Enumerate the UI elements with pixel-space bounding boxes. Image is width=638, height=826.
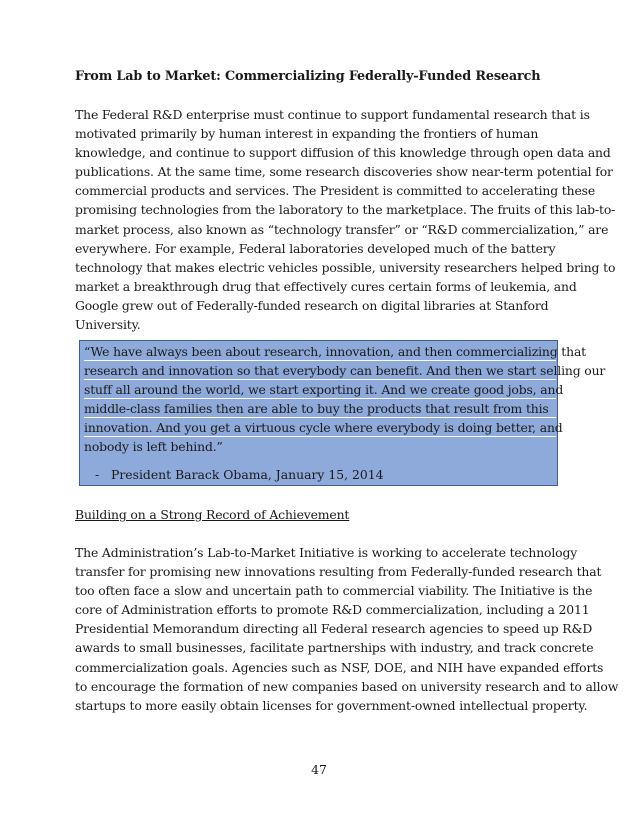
quote-line: nobody is left behind.” [84, 439, 223, 455]
quote-line: “We have always been about research, innovation, and then commercializing that [84, 342, 556, 361]
paragraph-line: everywhere. For example, Federal laboratories developed much of the battery [75, 240, 556, 256]
paragraph-line: to encourage the formation of new companies based on university research and to allow [75, 678, 619, 694]
paragraph-line: core of Administration efforts to promote R&D commercialization, including a 2011 [75, 602, 590, 618]
paragraph-line: commercial products and services. The President is committed to accelerating these [75, 183, 596, 199]
initiative-paragraph [75, 543, 619, 715]
paragraph-line: University. [75, 317, 141, 333]
quote-line: research and innovation so that everybody can benefit. And then we start selling our [84, 361, 556, 380]
quote-line: innovation. And you get a virtuous cycle where everybody is doing better, and [84, 418, 556, 437]
paragraph-line: Presidential Memorandum directing all Federal research agencies to speed up R&D [75, 621, 593, 637]
paragraph-line: awards to small businesses, facilitate partnerships with industry, and track concrete [75, 640, 594, 656]
paragraph-line: Google grew out of Federally-funded research on digital libraries at Stanford [75, 297, 549, 313]
paragraph-line: promising technologies from the laboratory to the marketplace. The fruits of this lab-to- [75, 202, 616, 218]
attribution-dash: - [95, 467, 100, 482]
paragraph-line: technology that makes electric vehicles possible, university researchers helped bring to [75, 259, 616, 275]
paragraph-line: market a breakthrough drug that effectively cures certain forms of leukemia, and [75, 278, 577, 294]
paragraph-line: market process, also known as “technology transfer” or “R&D commercialization,” are [75, 221, 609, 237]
quote-line: stuff all around the world, we start exporting it. And we create good jobs, and [84, 380, 556, 399]
paragraph-line: The Federal R&D enterprise must continue to support fundamental research that is [75, 107, 590, 122]
quote-line: middle-class families then are able to buy the products that result from this [84, 399, 556, 418]
paragraph-line: too often face a slow and uncertain path to commercial viability. The Initiative is the [75, 583, 593, 599]
intro-paragraph [75, 105, 616, 334]
paragraph-line: commercialization goals. Agencies such as NSF, DOE, and NIH have expanded efforts [75, 659, 604, 675]
paragraph-line: motivated primarily by human interest in expanding the frontiers of human [75, 126, 539, 142]
section-heading: From Lab to Market: Commercializing Federally-Funded Research [75, 69, 541, 84]
quote-attribution [85, 465, 384, 484]
paragraph-line: The Administration’s Lab-to-Market Initiative is working to accelerate technology [75, 545, 578, 560]
section-subheading: Building on a Strong Record of Achievement [75, 507, 350, 522]
quote-box [79, 340, 606, 486]
paragraph-line: knowledge, and continue to support diffusion of this knowledge through open data and [75, 145, 611, 161]
quote-text [84, 342, 606, 457]
paragraph-line: startups to more easily obtain licenses for government-owned intellectual property. [75, 697, 588, 713]
paragraph-line: publications. At the same time, some research discoveries show near-term potential for [75, 164, 613, 180]
attribution-text: President Barack Obama, January 15, 2014 [111, 467, 384, 482]
paragraph-line: transfer for promising new innovations resulting from Federally-funded research that [75, 564, 602, 580]
page-number: 47 [311, 762, 327, 777]
